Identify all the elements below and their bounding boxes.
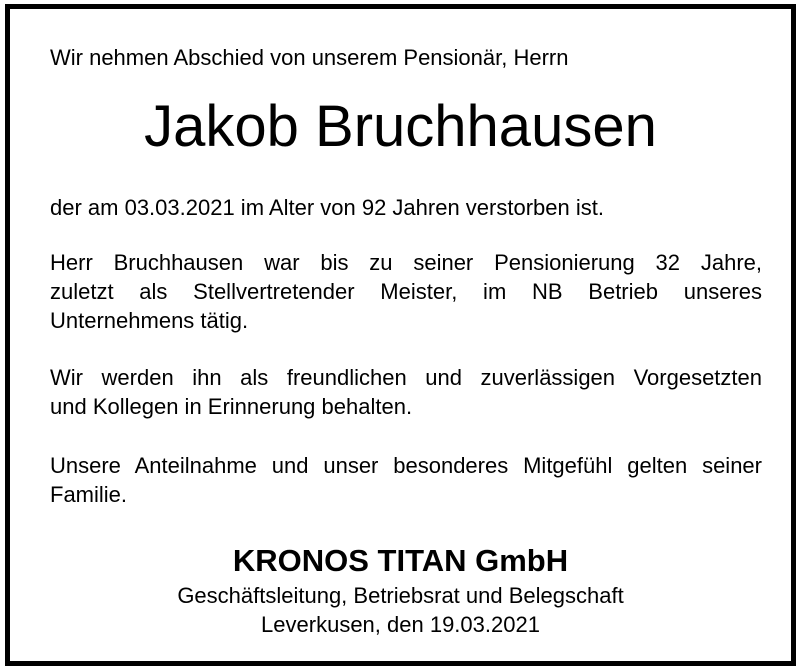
career-line: Unternehmens tätig. (50, 308, 249, 333)
memory-line: Wir werden ihn als freundlichen und zuverlässigen Vorgesetzten (50, 365, 762, 390)
death-line (50, 193, 762, 222)
career-line: Herr Bruchhausen war bis zu seiner Pensionierung 32 Jahre, (50, 250, 762, 275)
condolence-line: Familie. (50, 482, 128, 507)
career-line: zuletzt als Stellvertretender Meister, im NB Betrieb unseres (50, 279, 762, 304)
condolence-line: Unsere Anteilnahme und unser besonderes Mitgefühl gelten seiner (50, 453, 762, 478)
condolence-paragraph (50, 451, 762, 509)
signature-block (10, 581, 791, 639)
memory-paragraph (50, 363, 762, 421)
memory-line: und Kollegen in Erinnerung behalten. (50, 394, 413, 419)
death-line-text: der am 03.03.2021 im Alter von 92 Jahren verstorben ist. (50, 195, 604, 220)
career-paragraph (50, 248, 762, 335)
signatories: Geschäftsleitung, Betriebsrat und Belegschaft (177, 583, 624, 608)
company-name: KRONOS TITAN GmbH (232, 543, 569, 578)
place-date: Leverkusen, den 19.03.2021 (261, 612, 540, 637)
obituary-notice (5, 4, 796, 666)
deceased-name: Jakob Bruchhausen (144, 94, 657, 159)
intro-text: Wir nehmen Abschied von unserem Pensionär, Herrn (50, 45, 569, 70)
